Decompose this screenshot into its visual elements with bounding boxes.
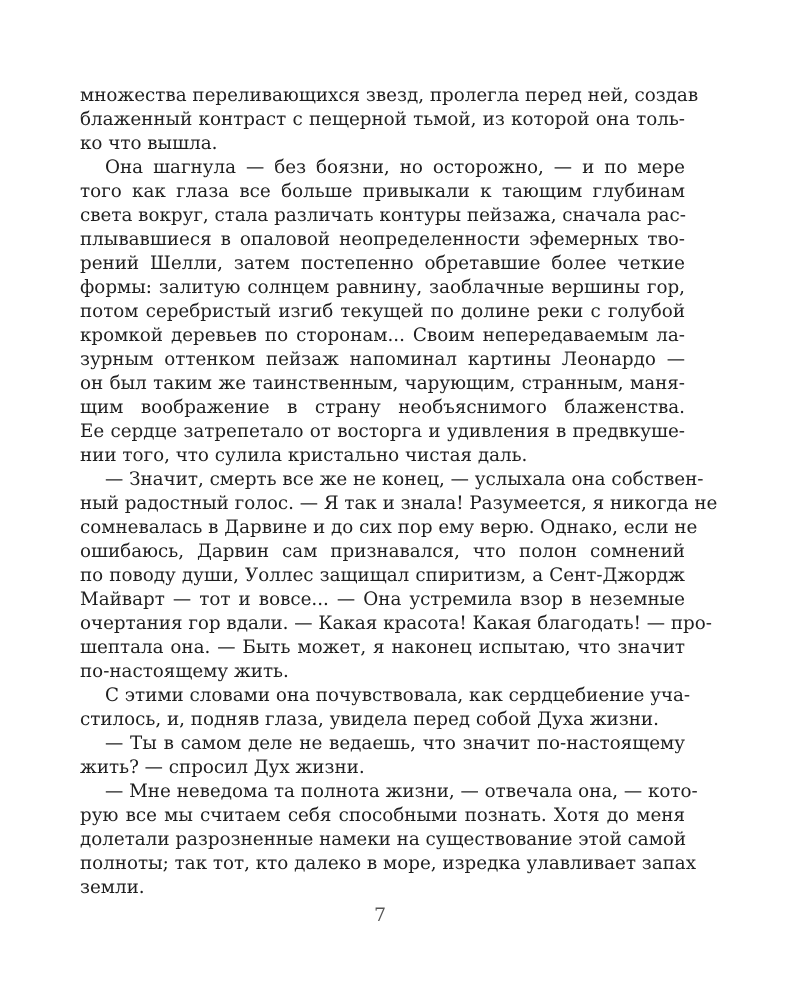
text-line: — Мне неведома та полнота жизни, — отвечала она, — кото- <box>105 781 698 802</box>
text-line: формы: залитую солнцем равнину, заоблачные вершины гор, <box>80 277 685 298</box>
text-line: по-настоящему жить. <box>80 661 289 682</box>
text-line: стилось, и, подняв глаза, увидела перед собой Духа жизни. <box>80 709 659 730</box>
text-line: кромкой деревьев по сторонам... Своим непередаваемым ла- <box>80 325 685 346</box>
text-line: того как глаза все больше привыкали к тающим глубинам <box>80 181 685 202</box>
text-line: жить? — спросил Дух жизни. <box>80 757 365 778</box>
text-line: зурным оттенком пейзаж напоминал картины Леонардо — <box>80 349 685 370</box>
page-number: 7 <box>373 904 387 926</box>
text-line: блаженный контраст с пещерной тьмой, из которой она толь- <box>80 109 685 130</box>
text-line: он был таким же таинственным, чарующим, странным, маня- <box>80 373 685 394</box>
text-line: ко что вышла. <box>80 133 218 154</box>
text-line: щим воображение в страну необъяснимого блаженства. <box>80 397 685 418</box>
text-line: Она шагнула — без боязни, но осторожно, — и по мере <box>105 157 685 178</box>
text-line: шептала она. — Быть может, я наконец испытаю, что значит <box>80 637 685 658</box>
text-line: — Ты в самом деле не ведаешь, что значит по-настоящему <box>105 733 685 754</box>
text-line: С этими словами она почувствовала, как сердцебиение уча- <box>105 685 691 706</box>
text-line: сомневалась в Дарвине и до сих пор ему верю. Однако, если не <box>80 517 698 538</box>
text-line: долетали разрозненные намеки на существование этой самой <box>80 829 687 850</box>
text-line: Ее сердце затрепетало от восторга и удивления в предвкуше- <box>80 421 685 442</box>
text-line: полноты; так тот, кто далеко в море, изредка улавливает запах <box>80 853 697 874</box>
text-line: по поводу души, Уоллес защищал спиритизм, а Сент-Джордж <box>80 565 685 586</box>
text-line: ошибаюсь, Дарвин сам признавался, что полон сомнений <box>80 541 685 562</box>
text-line: земли. <box>80 877 145 898</box>
text-line: света вокруг, стала различать контуры пейзажа, сначала рас- <box>80 205 686 226</box>
text-line: ный радостный голос. — Я так и знала! Разумеется, я никогда не <box>80 493 718 514</box>
text-line: Майварт — тот и вовсе... — Она устремила взор в неземные <box>80 589 685 610</box>
text-line: нии того, что сулила кристально чистая даль. <box>80 445 528 466</box>
text-line: — Значит, смерть все же не конец, — услыхала она собствен- <box>105 469 704 490</box>
text-line: рений Шелли, затем постепенно обретавшие более четкие <box>80 253 685 274</box>
text-line: плывавшиеся в опаловой неопределенности эфемерных тво- <box>80 229 685 250</box>
text-line: очертания гор вдали. — Какая красота! Какая благодать! — про- <box>80 613 712 634</box>
text-line: множества переливающихся звезд, пролегла перед ней, создав <box>80 85 699 106</box>
text-line: потом серебристый изгиб текущей по долине реки с голубой <box>80 301 685 322</box>
text-line: рую все мы считаем себя способными познать. Хотя до меня <box>80 805 685 826</box>
